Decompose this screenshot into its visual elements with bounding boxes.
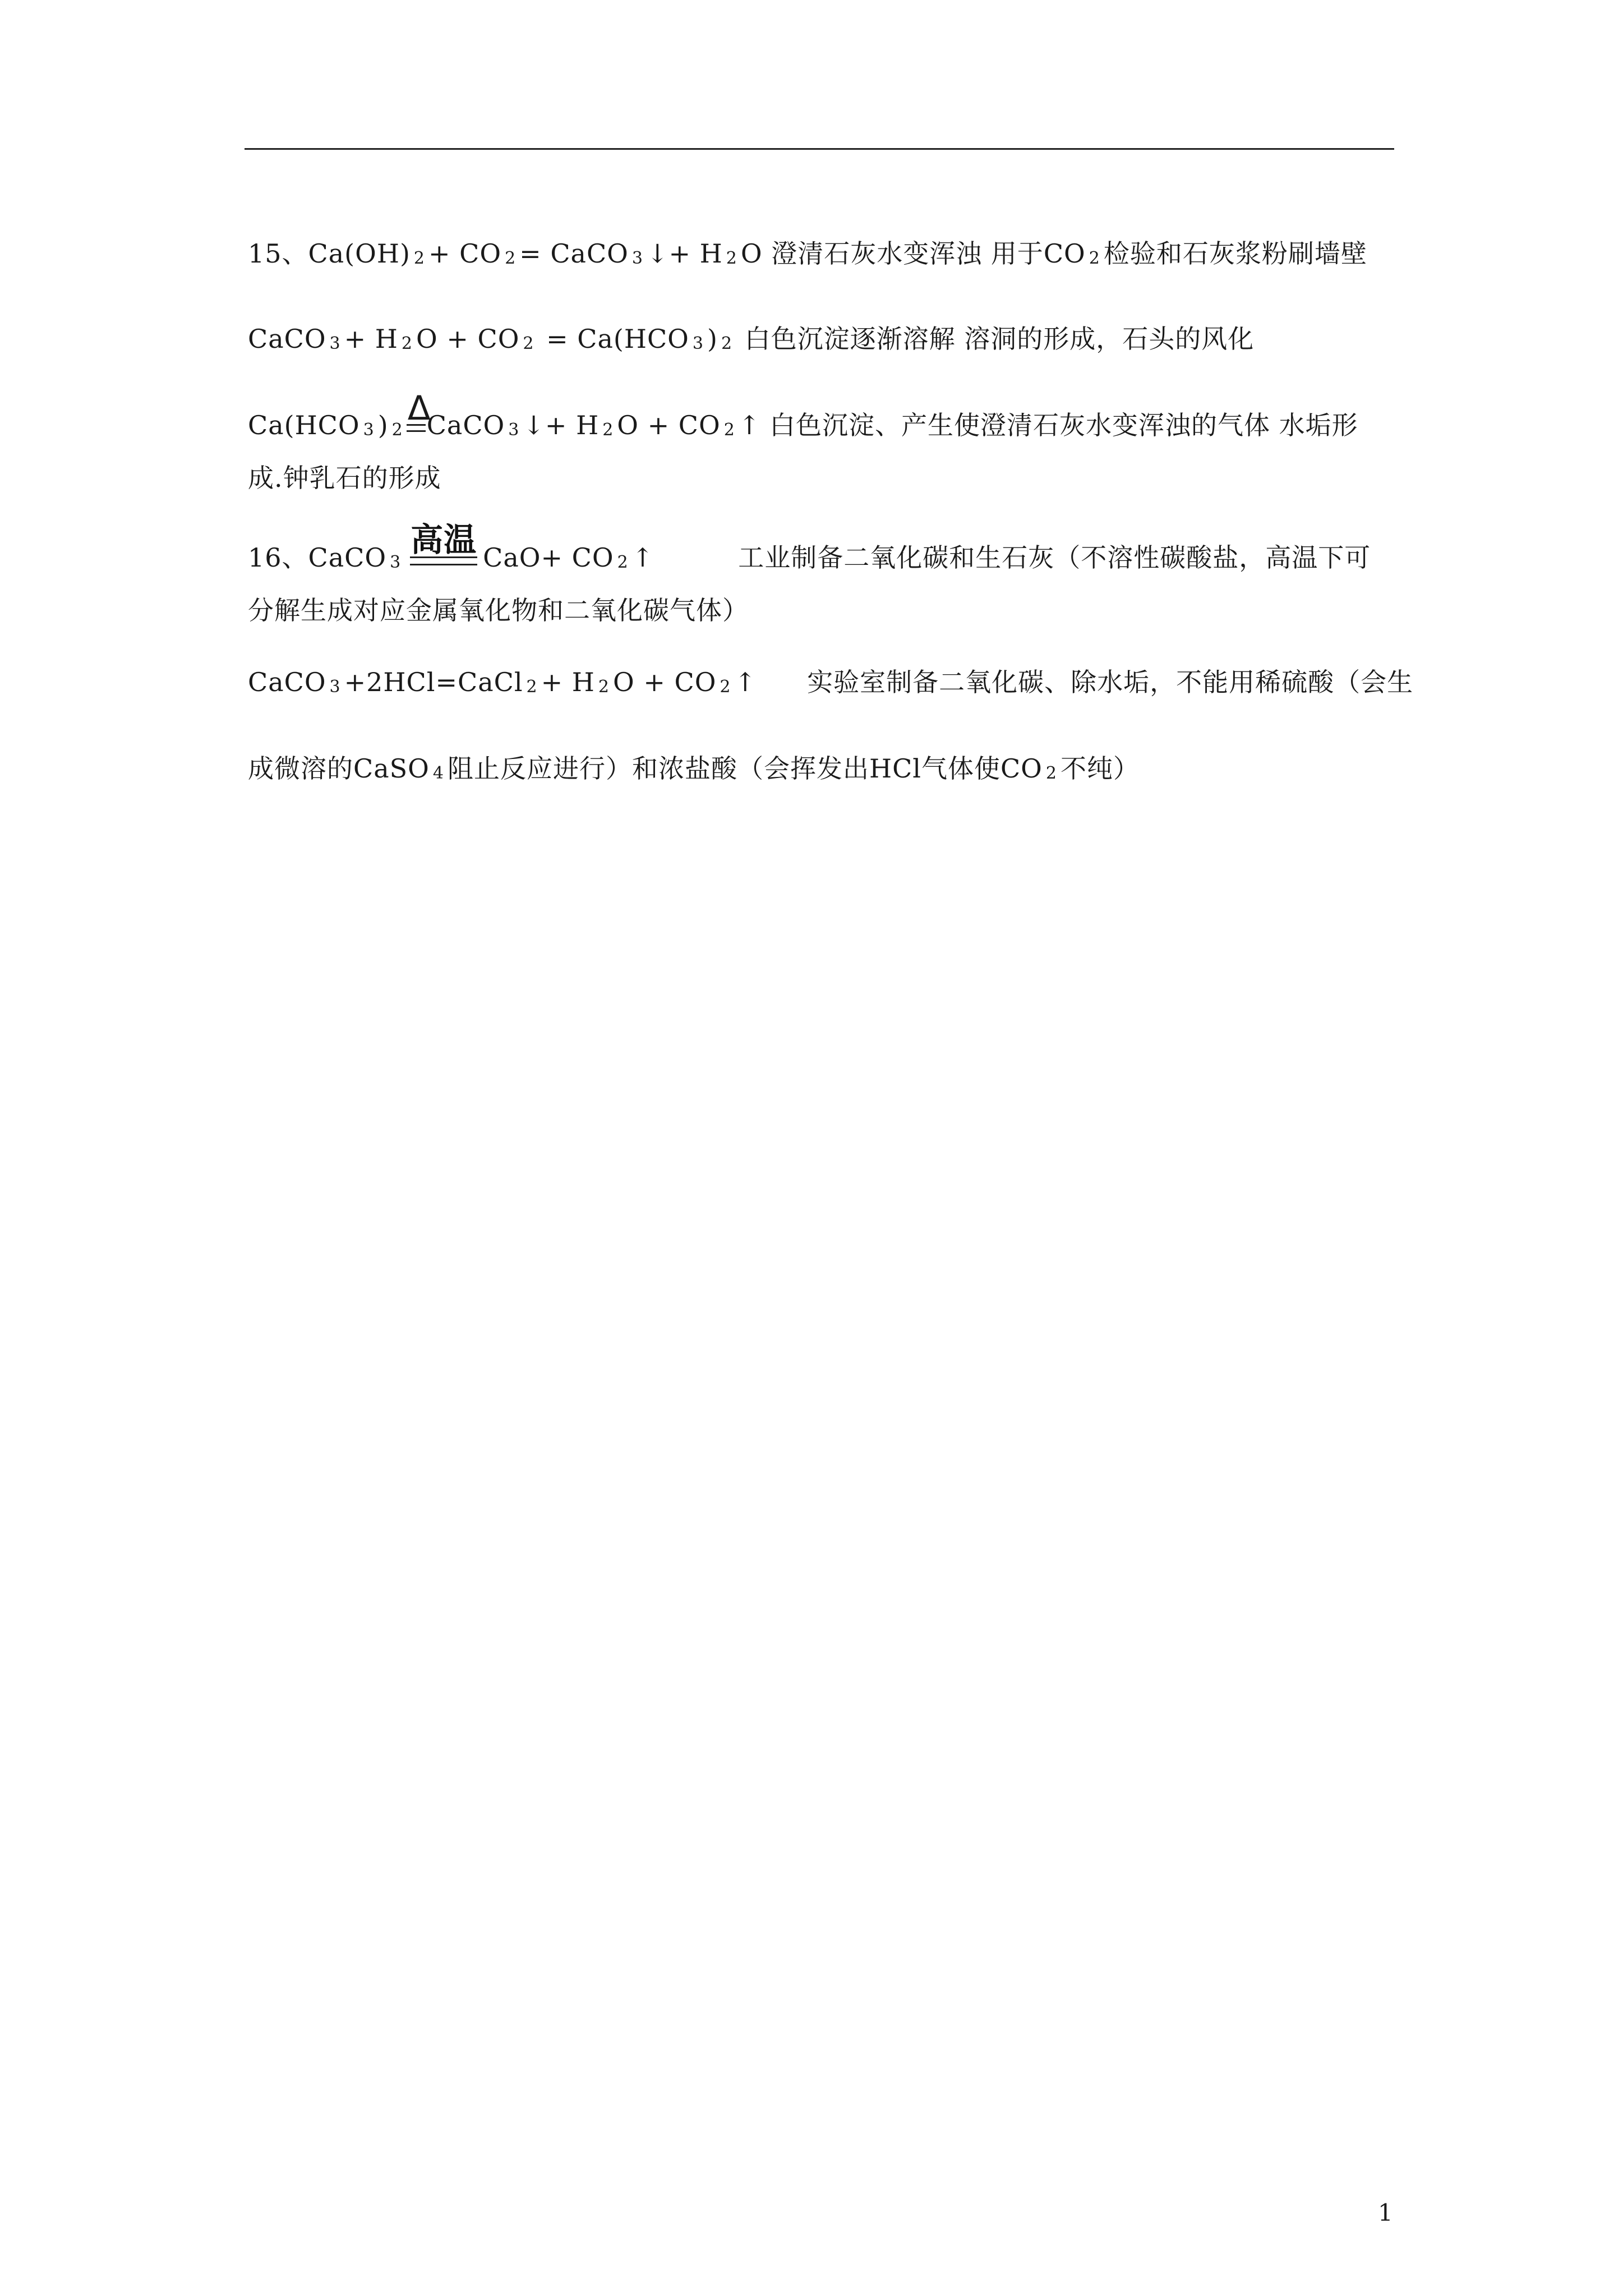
reaction-16-line-2: CaCO 3 +2HCl=CaCl 2 + H 2 O + CO 2 ↑ 实验室制备二氧化碳、除水垢，不能用稀硫酸（会生 bbox=[248, 667, 1414, 697]
page-number: 1 bbox=[1378, 2199, 1393, 2226]
reaction-15-line-3: Ca(HCO 3 ) 2 Δ CaCO 3 ↓+ H 2 O + CO 2 ↑ 白色沉淀、产生使澄清石灰水变浑浊的气体 水垢形 bbox=[248, 389, 1358, 440]
header-rule bbox=[245, 148, 1394, 150]
reaction-15-line-1: 15、Ca(OH) 2 + CO 2 = CaCO 3 ↓+ H 2 O 澄清石灰水变浑浊 用于CO 2 检验和石灰浆粉刷墙壁 bbox=[248, 238, 1367, 269]
heat-condition-sign: Δ bbox=[407, 426, 426, 434]
reaction-15-line-2: CaCO 3 + H 2 O + CO 2 = Ca(HCO 3 ) 2 白色沉淀逐渐溶解 溶洞的形成，石头的风化 bbox=[248, 324, 1255, 354]
reaction-16-line-1: 16、CaCO 3 高温 CaO+ CO 2 ↑ 工业制备二氧化碳和生石灰（不溶性碳酸盐，高温下可 bbox=[248, 521, 1371, 573]
reaction-16-line-2-cont: 成微溶的CaSO 4 阻止反应进行）和浓盐酸（会挥发出HCl气体使CO 2 不纯） bbox=[248, 753, 1140, 784]
high-temperature-condition: 高温 bbox=[410, 558, 477, 567]
reaction-15-line-3-cont: 成.钟乳石的形成 bbox=[248, 463, 441, 493]
reaction-16-line-1-cont: 分解生成对应金属氧化物和二氧化碳气体） bbox=[248, 595, 749, 625]
